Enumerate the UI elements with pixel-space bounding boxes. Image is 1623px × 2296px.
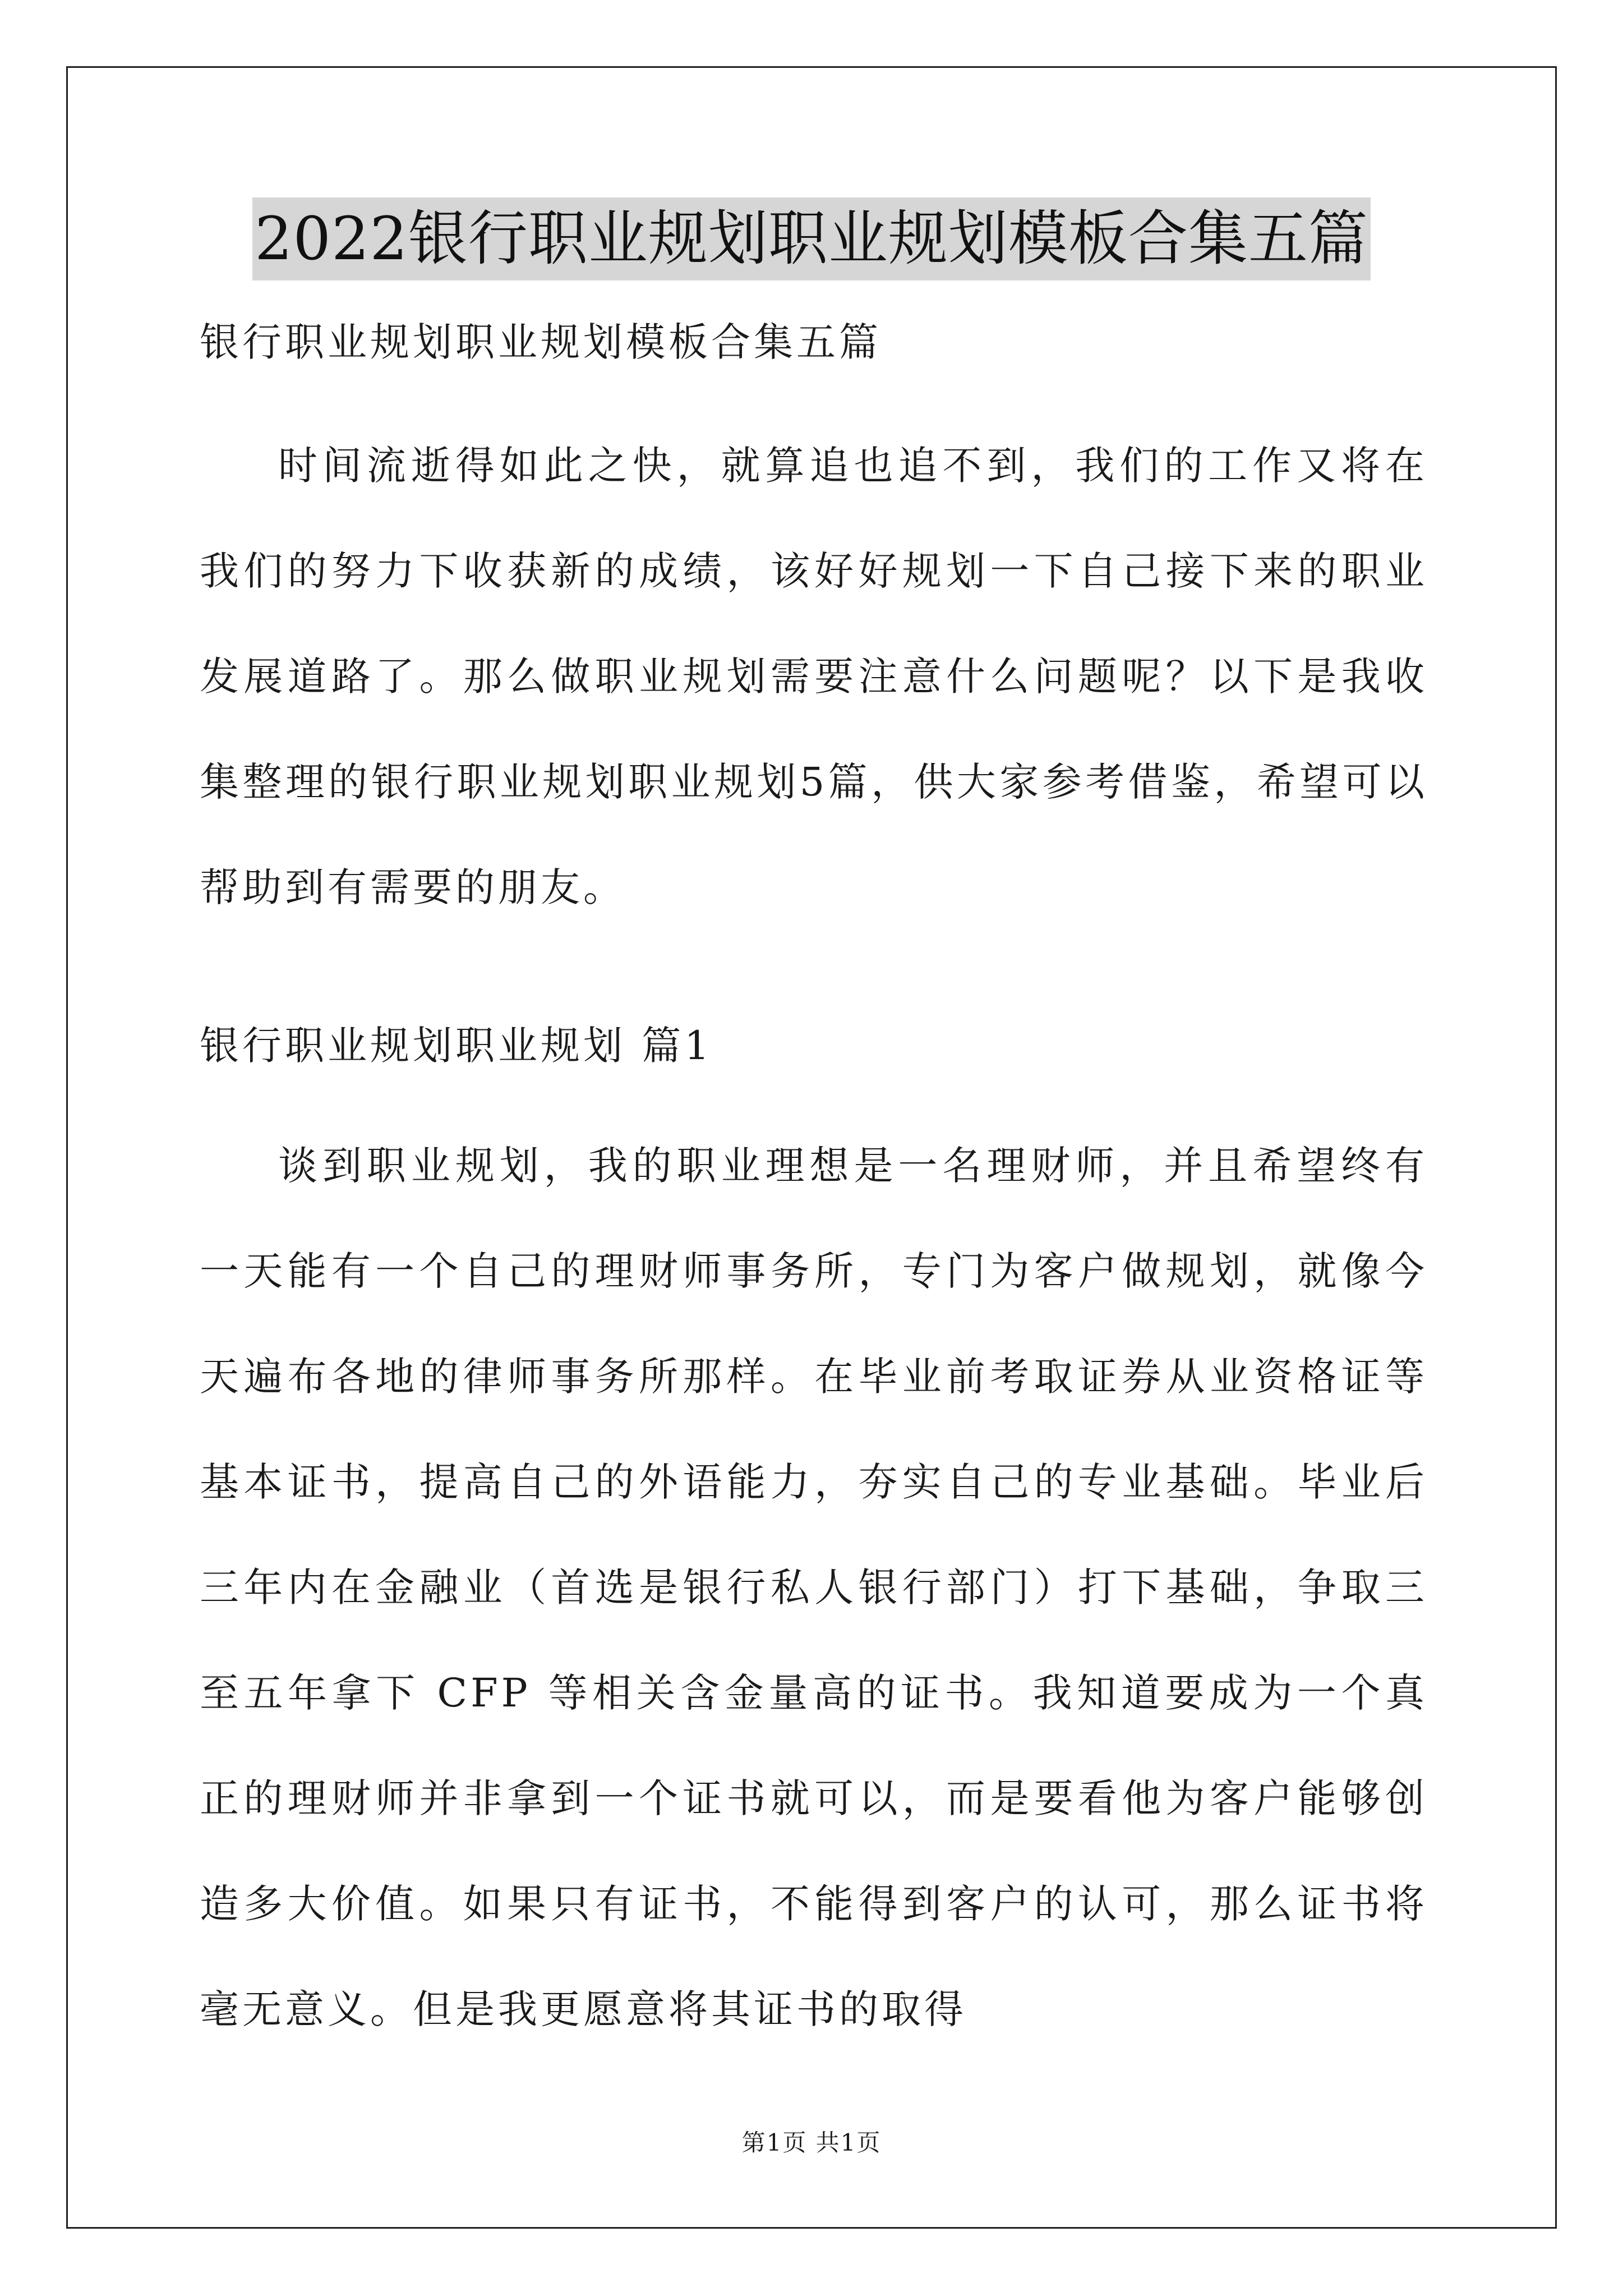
document-title: 2022银行职业规划职业规划模板合集五篇: [252, 197, 1371, 280]
title-container: [0, 197, 1623, 280]
section-heading: 银行职业规划职业规划 篇1: [200, 1023, 713, 1069]
document-subtitle: 银行职业规划职业规划模板合集五篇: [200, 319, 882, 365]
section-paragraph: 谈到职业规划，我的职业理想是一名理财师，并且希望终有一天能有一个自己的理财师事务所，专门为客户做规划，就像今天遍布各地的律师事务所那样。在毕业前考取证券从业资格证等基本证书，提高自己的外语能力，夯实自己的专业基础。毕业后三年内在金融业（首选是银行私人银行部门）打下基础，争取三至五年拿下 CFP 等相关含金量高的证书。我知道要成为一个真正的理财师并非拿到一个证书就可以，而是要看他为客户能够创造多大价值。如果只有证书，不能得到客户的认可，那么证书将毫无意义。但是我更愿意将其证书的取得: [200, 1143, 1428, 2032]
page-footer: 第1页 共1页: [741, 2129, 882, 2156]
intro-paragraph: 时间流逝得如此之快，就算追也追不到，我们的工作又将在我们的努力下收获新的成绩，该好好规划一下自己接下来的职业发展道路了。那么做职业规划需要注意什么问题呢？以下是我收集整理的银行职业规划职业规划5篇，供大家参考借鉴，希望可以帮助到有需要的朋友。: [200, 443, 1428, 910]
document-body: [200, 314, 1428, 2062]
